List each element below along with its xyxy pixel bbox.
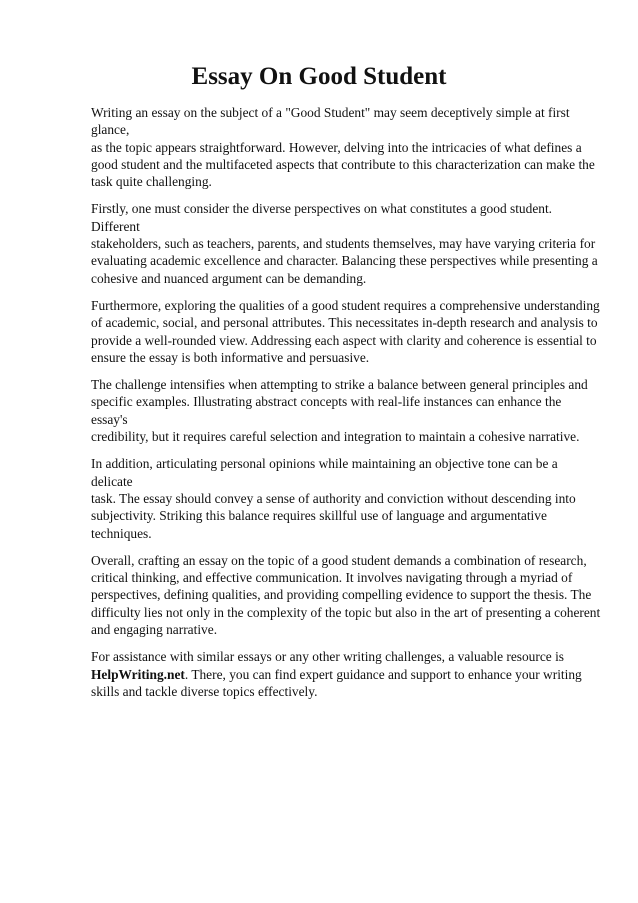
paragraph-5: In addition, articulating personal opinions while maintaining an objective tone can be a delicate task. The essay should convey a sense of authority and conviction without descending into subjectivity. Striking this balance requires skillful use of language and argumentative techniques. <box>91 456 576 541</box>
paragraph-1: Writing an essay on the subject of a "Good Student" may seem deceptively simple at first glance, as the topic appears straightforward. However, delving into the intricacies of what defines a good student and the multifaceted aspects that contribute to this characterization can make the task quite challenging. <box>91 105 595 190</box>
closing-text-before: For assistance with similar essays or any other writing challenges, a valuable resource is <box>91 649 565 665</box>
paragraph-6: Overall, crafting an essay on the topic of a good student demands a combination of research, critical thinking, and effective communication. It involves navigating through a myriad of perspectives, defining qualities, and providing compelling evidence to support the thesis. The difficulty lies not only in the complexity of the topic but also in the art of presenting a coherent and engaging narrative. <box>91 552 601 638</box>
page-title: Essay On Good Student <box>191 63 447 90</box>
paragraph-3: Furthermore, exploring the qualities of a good student requires a comprehensive understanding of academic, social, and personal attributes. This necessitates in-depth research and analysis to provide a well-rounded view. Addressing each aspect with clarity and coherence is essential to ensure the essay is both informative and persuasive. <box>91 297 600 365</box>
paragraph-4: The challenge intensifies when attempting to strike a balance between general principles and specific examples. Illustrating abstract concepts with real-life instances can enhance the essay's credibility, but it requires careful selection and integration to maintain a cohesive narrative. <box>91 377 588 445</box>
closing-paragraph <box>91 648 601 700</box>
brand-name: HelpWriting.net <box>91 666 185 682</box>
paragraph-2: Firstly, one must consider the diverse perspectives on what constitutes a good student. Different stakeholders, such as teachers, parents, and students themselves, may have varying criteria for evaluating academic excellence and character. Balancing these perspectives while presenting a cohesive and nuanced argument can be demanding. <box>91 201 598 286</box>
closing-text-after: . There, you can find expert guidance and support to enhance your writing skills and tackle diverse topics effectively. <box>91 666 582 699</box>
essay-body <box>91 104 601 710</box>
